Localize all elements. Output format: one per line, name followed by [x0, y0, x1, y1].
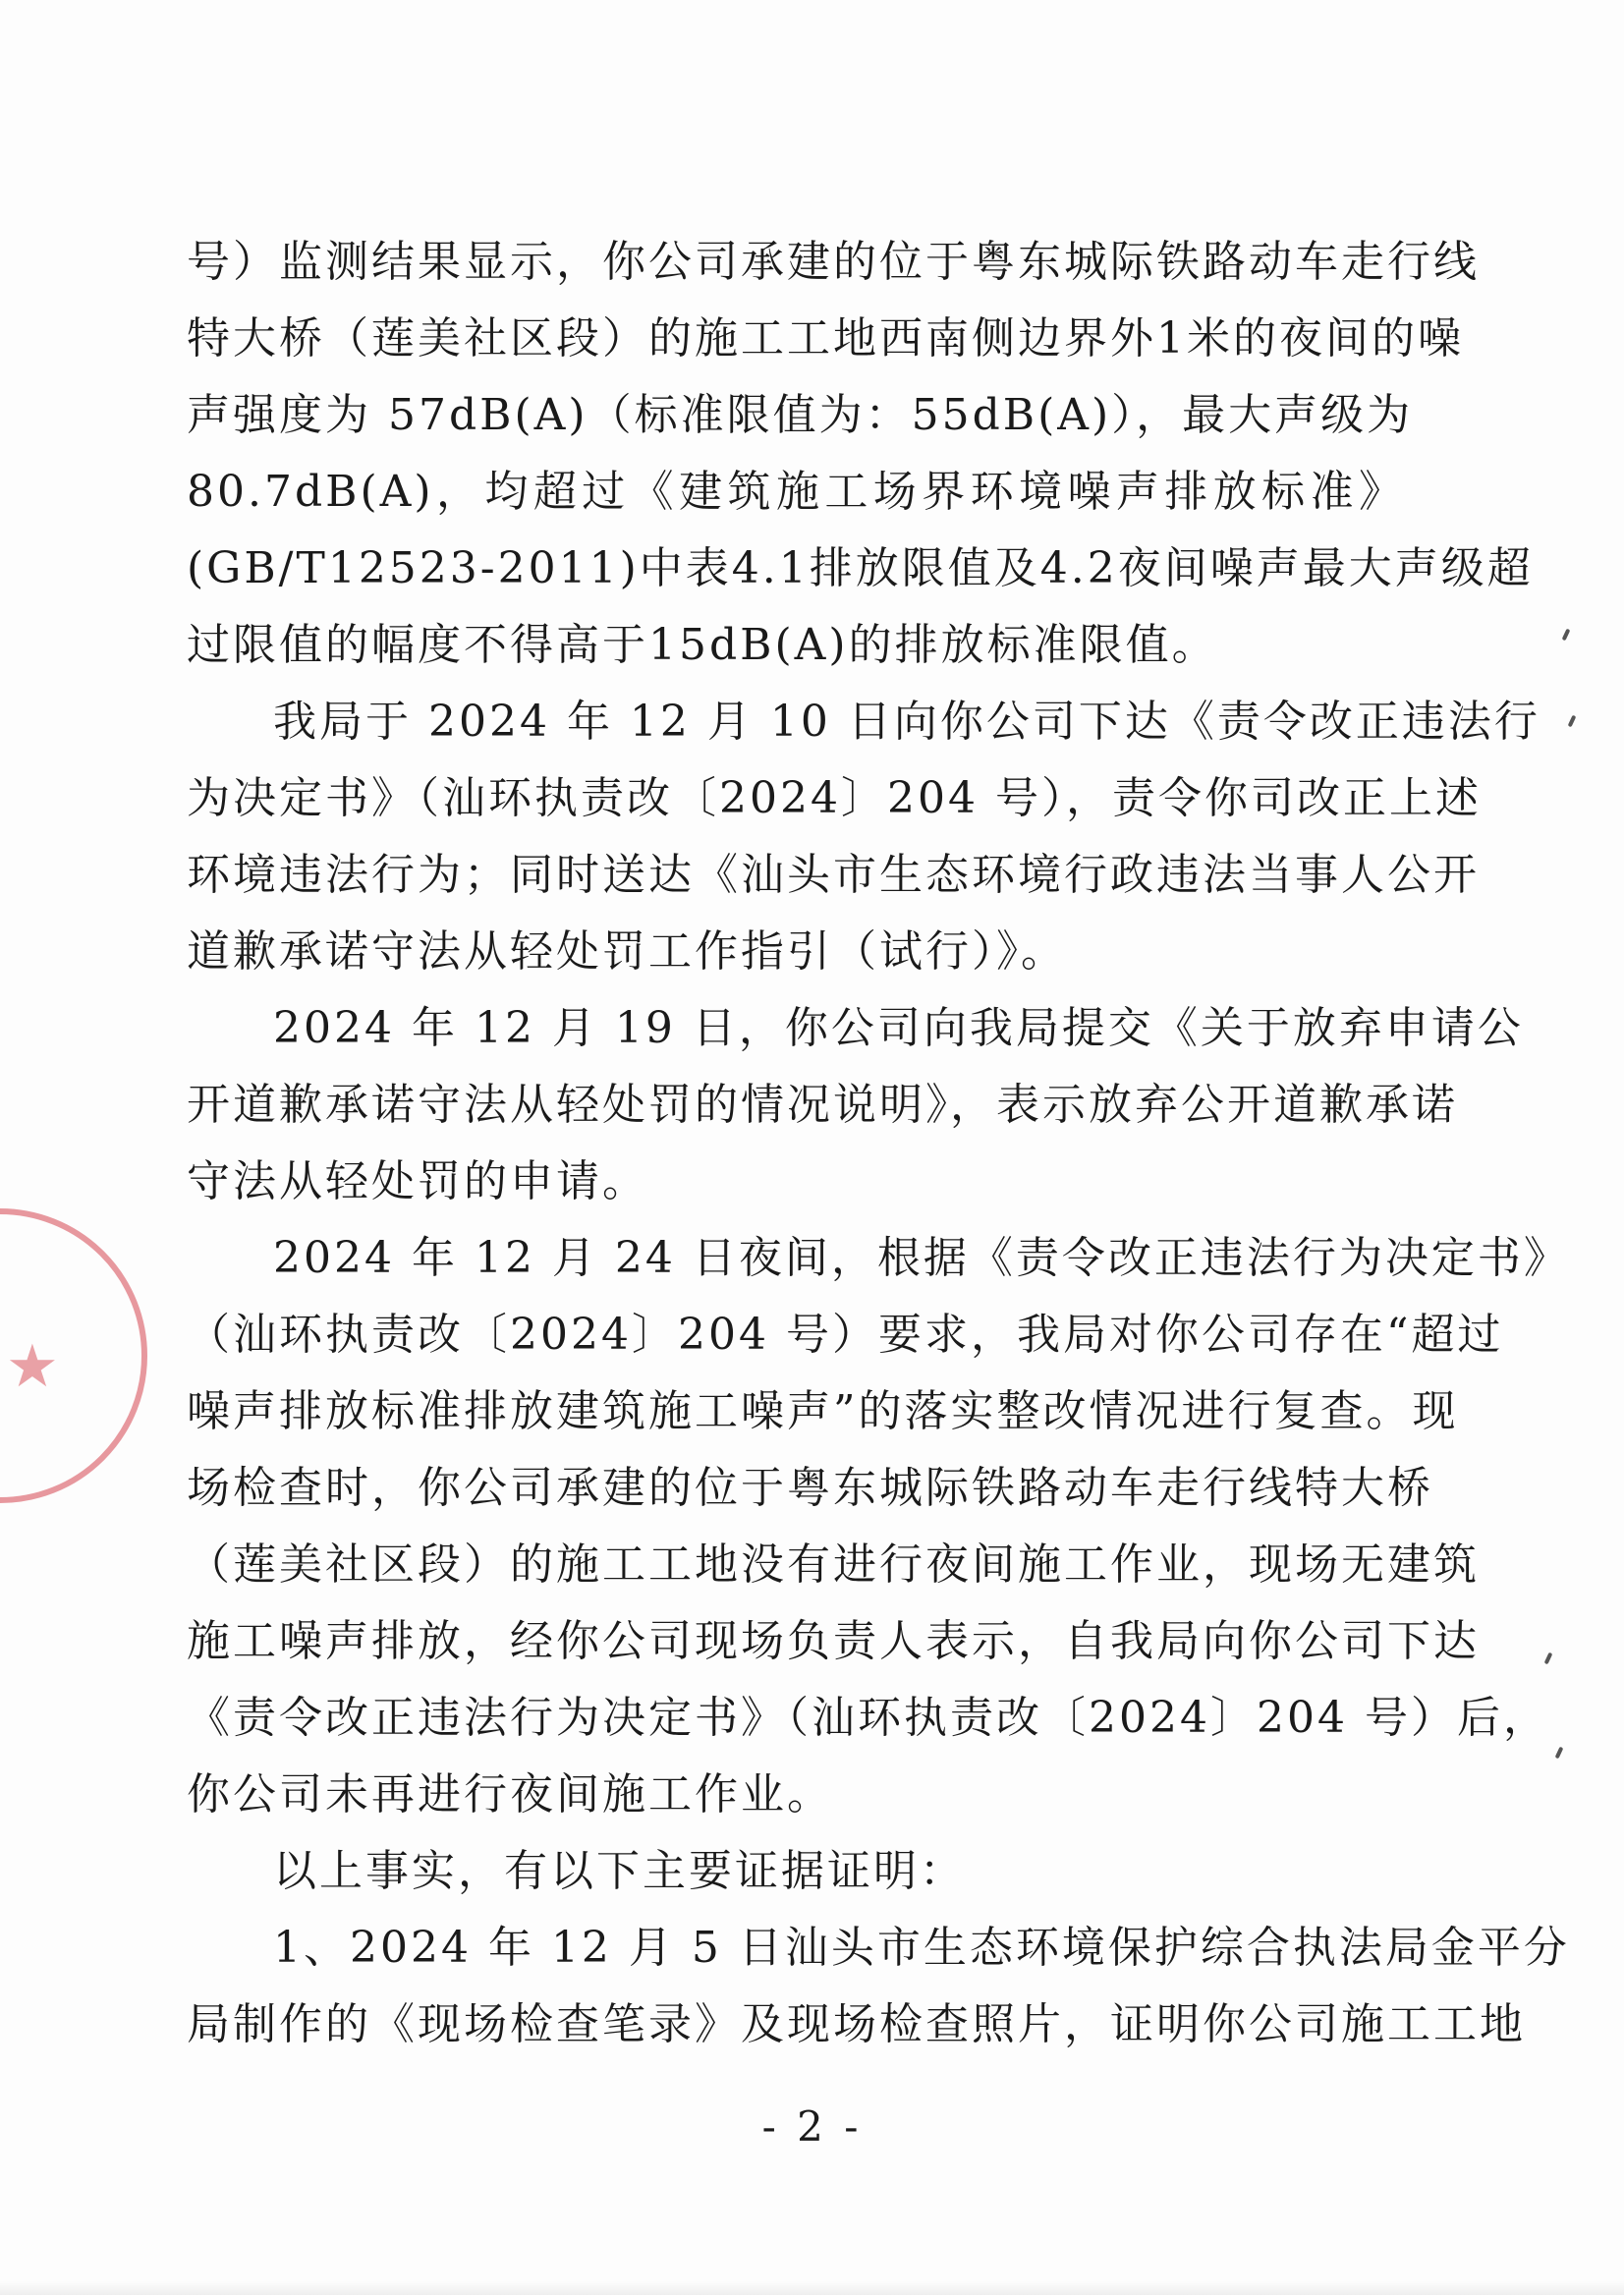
- text-line: 场检查时，你公司承建的位于粤东城际铁路动车走行线特大桥: [187, 1463, 1433, 1513]
- scan-speck: [1568, 715, 1577, 728]
- text-line: (GB/T12523-2011)中表4.1排放限值及4.2夜间噪声最大声级超: [187, 543, 1534, 593]
- text-line: 80.7dB(A)，均超过《建筑施工场界环境噪声排放标准》: [187, 467, 1405, 517]
- text-line: （汕环执责改〔2024〕204 号）要求，我局对你公司存在“超过: [187, 1310, 1504, 1360]
- document-body: [187, 224, 1570, 2063]
- seal-star-icon: ★: [6, 1332, 59, 1401]
- text-line: 局制作的《现场检查笔录》及现场检查照片，证明你公司施工工地: [187, 1999, 1526, 2049]
- scan-speck: [1544, 1652, 1553, 1665]
- official-seal: [0, 1208, 147, 1503]
- text-line: 号）监测结果显示，你公司承建的位于粤东城际铁路动车走行线: [187, 237, 1480, 287]
- text-line: （莲美社区段）的施工工地没有进行夜间施工作业，现场无建筑: [187, 1539, 1480, 1590]
- text-line: 过限值的幅度不得高于15dB(A)的排放标准限值。: [187, 620, 1218, 670]
- text-line: 道歉承诺守法从轻处罚工作指引（试行）》。: [187, 926, 1067, 977]
- text-line: 你公司未再进行夜间施工作业。: [187, 1769, 833, 1819]
- text-line: 守法从轻处罚的申请。: [187, 1156, 648, 1206]
- text-line: 施工噪声排放，经你公司现场负责人表示，自我局向你公司下达: [187, 1616, 1480, 1666]
- text-line: 2024 年 12 月 19 日，你公司向我局提交《关于放弃申请公: [273, 1003, 1524, 1053]
- text-line: 声强度为 57dB(A)（标准限值为：55dB(A)），最大声级为: [187, 390, 1414, 440]
- text-line: 环境违法行为；同时送达《汕头市生态环境行政违法当事人公开: [187, 850, 1480, 900]
- text-line: 《责令改正违法行为决定书》（汕环执责改〔2024〕204 号）后，: [187, 1693, 1549, 1743]
- scan-speck: [1562, 629, 1571, 642]
- text-line: 开道歉承诺守法从轻处罚的情况说明》，表示放弃公开道歉承诺: [187, 1080, 1458, 1130]
- text-line: 2024 年 12 月 24 日夜间，根据《责令改正违法行为决定书》: [273, 1233, 1570, 1283]
- scan-speck: [1555, 1747, 1564, 1760]
- text-line: 特大桥（莲美社区段）的施工工地西南侧边界外1米的夜间的噪: [187, 313, 1464, 364]
- text-line: 以上事实，有以下主要证据证明：: [273, 1846, 966, 1896]
- page-number: - 2 -: [761, 2102, 863, 2151]
- text-line: 噪声排放标准排放建筑施工噪声”的落实整改情况进行复查。现: [187, 1386, 1459, 1436]
- text-line: 1、2024 年 12 月 5 日汕头市生态环境保护综合执法局金平分: [273, 1923, 1570, 1973]
- text-line: 为决定书》（汕环执责改〔2024〕204 号），责令你司改正上述: [187, 773, 1482, 823]
- text-line: 我局于 2024 年 12 月 10 日向你公司下达《责令改正违法行: [273, 697, 1540, 747]
- scan-edge: [0, 2281, 1624, 2295]
